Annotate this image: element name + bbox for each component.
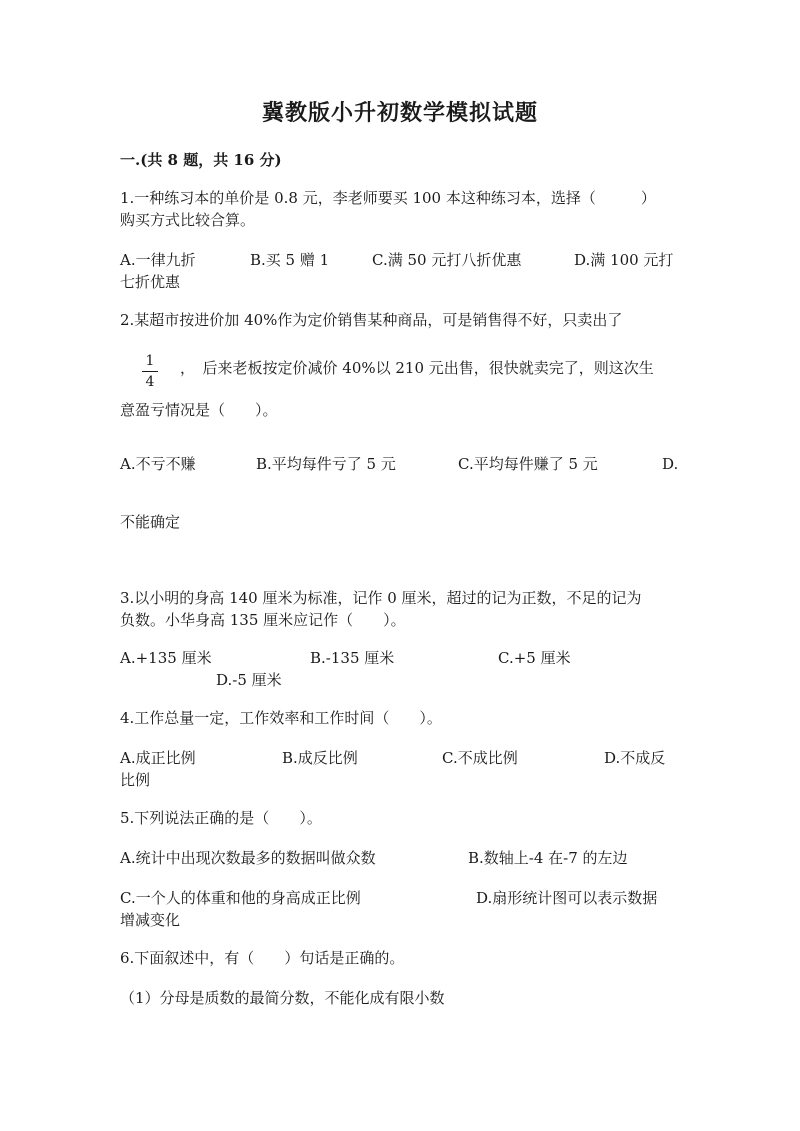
q2-stem-line2: ， 后来老板按定价减价 40%以 210 元出售，很快就卖完了，则这次生 bbox=[180, 359, 654, 377]
q1-stem-line1: 1.一种练习本的单价是 0.8 元，李老师要买 100 本这种练习本，选择（ ） bbox=[120, 189, 656, 207]
q4-option-d: D.不成反 bbox=[604, 749, 666, 767]
q1-option-c: C.满 50 元打八折优惠 bbox=[372, 251, 522, 269]
q5-option-b: B.数轴上-4 在-7 的左边 bbox=[468, 849, 628, 867]
q1-option-b: B.买 5 赠 1 bbox=[250, 251, 330, 269]
q4-option-c: C.不成比例 bbox=[442, 749, 518, 767]
q6-item-1: （1）分母是质数的最简分数，不能化成有限小数 bbox=[120, 989, 445, 1007]
q2-option-d: D. bbox=[662, 455, 679, 473]
q1-option-a: A.一律九折 bbox=[120, 251, 196, 269]
q3-option-b: B.-135 厘米 bbox=[310, 649, 395, 667]
q1-option-d: D.满 100 元打 bbox=[574, 251, 674, 269]
q1-stem-line2: 购买方式比较合算。 bbox=[120, 211, 256, 229]
q6-stem: 6.下面叙述中，有（ ）句话是正确的。 bbox=[120, 949, 405, 967]
q5-option-d: D.扇形统计图可以表示数据 bbox=[476, 889, 658, 907]
q2-stem-line3: 意盈亏情况是（ ）。 bbox=[120, 401, 278, 419]
fraction-bar bbox=[142, 371, 158, 372]
q1-option-d-cont: 七折优惠 bbox=[120, 273, 181, 291]
q3-option-c: C.+5 厘米 bbox=[498, 649, 571, 667]
q4-option-b: B.成反比例 bbox=[282, 749, 358, 767]
q2-option-a: A.不亏不赚 bbox=[120, 455, 196, 473]
q3-option-d: D.-5 厘米 bbox=[216, 671, 282, 689]
page-title: 冀教版小升初数学模拟试题 bbox=[261, 100, 538, 126]
q3-option-a: A.+135 厘米 bbox=[120, 649, 212, 667]
fraction-numerator: 1 bbox=[145, 353, 155, 369]
q5-stem: 5.下列说法正确的是（ ）。 bbox=[120, 809, 322, 827]
section-heading: 一.(共 8 题，共 16 分) bbox=[120, 151, 282, 169]
q2-option-b: B.平均每件亏了 5 元 bbox=[256, 455, 396, 473]
fraction-denominator: 4 bbox=[145, 374, 155, 390]
q5-option-d-cont: 增减变化 bbox=[120, 911, 181, 929]
q3-stem-line2: 负数。小华身高 135 厘米应记作（ ）。 bbox=[120, 611, 406, 629]
q4-option-a: A.成正比例 bbox=[120, 749, 196, 767]
fraction-one-quarter bbox=[140, 352, 160, 391]
q5-option-c: C.一个人的体重和他的身高成正比例 bbox=[120, 889, 361, 907]
q4-stem: 4.工作总量一定，工作效率和工作时间（ ）。 bbox=[120, 709, 442, 727]
q2-stem-line1: 2.某超市按进价加 40%作为定价销售某种商品，可是销售得不好，只卖出了 bbox=[120, 311, 623, 329]
q2-option-c: C.平均每件赚了 5 元 bbox=[458, 455, 598, 473]
q5-option-a: A.统计中出现次数最多的数据叫做众数 bbox=[120, 849, 376, 867]
q4-option-d-cont: 比例 bbox=[120, 771, 151, 789]
q3-stem-line1: 3.以小明的身高 140 厘米为标准，记作 0 厘米，超过的记为正数，不足的记为 bbox=[120, 589, 642, 607]
q2-option-d-cont: 不能确定 bbox=[120, 513, 181, 531]
